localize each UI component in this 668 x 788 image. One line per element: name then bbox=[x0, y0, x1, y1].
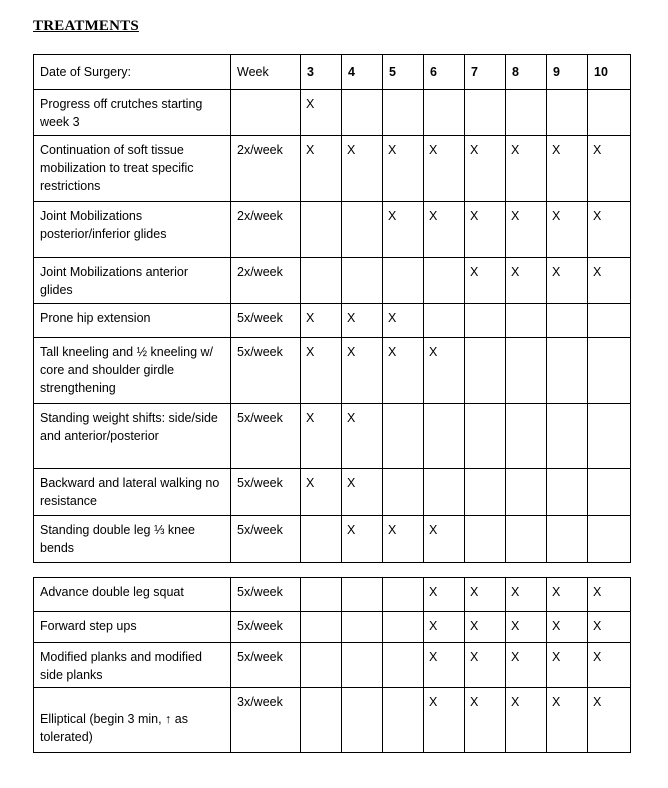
week-mark: X bbox=[342, 404, 383, 469]
frequency: 5x/week bbox=[231, 643, 301, 688]
table-row bbox=[34, 136, 631, 202]
week-mark bbox=[342, 643, 383, 688]
week-mark bbox=[424, 90, 465, 136]
treatment-label: Tall kneeling and ½ kneeling w/ core and shoulder girdle strengthening bbox=[34, 338, 231, 404]
week-mark: X bbox=[588, 258, 631, 304]
week-mark: X bbox=[424, 516, 465, 563]
week-mark bbox=[383, 90, 424, 136]
week-mark: X bbox=[342, 469, 383, 516]
table-row bbox=[34, 612, 631, 643]
frequency: 5x/week bbox=[231, 338, 301, 404]
table-row bbox=[34, 202, 631, 258]
frequency: 2x/week bbox=[231, 202, 301, 258]
week-number-9: 9 bbox=[547, 55, 588, 90]
week-mark: X bbox=[301, 136, 342, 202]
week-mark: X bbox=[342, 338, 383, 404]
week-mark bbox=[424, 304, 465, 338]
week-mark bbox=[506, 516, 547, 563]
week-mark bbox=[301, 612, 342, 643]
week-mark: X bbox=[342, 516, 383, 563]
frequency: 5x/week bbox=[231, 469, 301, 516]
table-row bbox=[34, 404, 631, 469]
table-row bbox=[34, 643, 631, 688]
week-mark: X bbox=[547, 578, 588, 612]
week-mark: X bbox=[588, 643, 631, 688]
week-mark: X bbox=[506, 612, 547, 643]
header-row bbox=[34, 55, 631, 90]
treatment-label: Joint Mobilizations posterior/inferior glides bbox=[34, 202, 231, 258]
page-title: TREATMENTS bbox=[33, 18, 139, 34]
week-mark bbox=[301, 516, 342, 563]
week-mark bbox=[547, 90, 588, 136]
treatment-table-1 bbox=[33, 54, 631, 563]
treatment-label: Standing double leg ⅓ knee bends bbox=[34, 516, 231, 563]
week-mark bbox=[301, 202, 342, 258]
week-mark bbox=[383, 258, 424, 304]
week-mark: X bbox=[424, 338, 465, 404]
week-number-4: 4 bbox=[342, 55, 383, 90]
week-number-3: 3 bbox=[301, 55, 342, 90]
week-mark: X bbox=[383, 338, 424, 404]
week-mark: X bbox=[465, 202, 506, 258]
week-mark bbox=[383, 578, 424, 612]
week-mark: X bbox=[383, 136, 424, 202]
frequency bbox=[231, 90, 301, 136]
week-mark bbox=[588, 516, 631, 563]
week-mark: X bbox=[547, 202, 588, 258]
week-number-10: 10 bbox=[588, 55, 631, 90]
week-number-6: 6 bbox=[424, 55, 465, 90]
frequency: 2x/week bbox=[231, 136, 301, 202]
table-row bbox=[34, 469, 631, 516]
week-mark bbox=[301, 643, 342, 688]
week-mark bbox=[506, 338, 547, 404]
week-mark: X bbox=[547, 136, 588, 202]
week-mark bbox=[465, 304, 506, 338]
week-mark: X bbox=[424, 612, 465, 643]
treatment-label: Prone hip extension bbox=[34, 304, 231, 338]
week-mark bbox=[547, 404, 588, 469]
week-mark: X bbox=[506, 578, 547, 612]
week-mark bbox=[342, 258, 383, 304]
week-mark bbox=[506, 469, 547, 516]
week-mark bbox=[301, 258, 342, 304]
week-mark bbox=[342, 612, 383, 643]
week-mark: X bbox=[588, 136, 631, 202]
week-mark: X bbox=[547, 258, 588, 304]
table-row bbox=[34, 578, 631, 612]
frequency: 5x/week bbox=[231, 304, 301, 338]
week-mark: X bbox=[301, 469, 342, 516]
week-mark: X bbox=[301, 338, 342, 404]
week-number-7: 7 bbox=[465, 55, 506, 90]
header-week: Week bbox=[231, 55, 301, 90]
week-mark: X bbox=[588, 578, 631, 612]
week-mark bbox=[588, 404, 631, 469]
week-mark: X bbox=[506, 643, 547, 688]
week-mark bbox=[547, 469, 588, 516]
week-mark bbox=[506, 304, 547, 338]
week-mark bbox=[547, 516, 588, 563]
week-mark bbox=[424, 404, 465, 469]
week-mark bbox=[383, 612, 424, 643]
treatment-label: Standing weight shifts: side/side and anterior/posterior bbox=[34, 404, 231, 469]
week-mark bbox=[547, 338, 588, 404]
week-mark bbox=[342, 202, 383, 258]
week-mark: X bbox=[506, 258, 547, 304]
week-mark bbox=[588, 304, 631, 338]
week-mark: X bbox=[588, 612, 631, 643]
treatment-label: Modified planks and modified side planks bbox=[34, 643, 231, 688]
week-mark: X bbox=[383, 202, 424, 258]
week-mark: X bbox=[342, 136, 383, 202]
treatment-label: Elliptical (begin 3 min, ↑ as tolerated) bbox=[34, 688, 231, 753]
week-mark bbox=[342, 688, 383, 753]
week-mark: X bbox=[465, 578, 506, 612]
week-mark: X bbox=[424, 202, 465, 258]
week-mark: X bbox=[465, 643, 506, 688]
week-mark bbox=[383, 643, 424, 688]
week-mark: X bbox=[383, 516, 424, 563]
week-mark bbox=[383, 688, 424, 753]
frequency: 5x/week bbox=[231, 612, 301, 643]
treatment-label: Advance double leg squat bbox=[34, 578, 231, 612]
frequency: 3x/week bbox=[231, 688, 301, 753]
week-mark: X bbox=[506, 688, 547, 753]
treatment-label: Joint Mobilizations anterior glides bbox=[34, 258, 231, 304]
week-mark bbox=[465, 469, 506, 516]
week-mark bbox=[465, 516, 506, 563]
week-mark: X bbox=[588, 202, 631, 258]
week-mark bbox=[506, 404, 547, 469]
frequency: 5x/week bbox=[231, 404, 301, 469]
week-mark bbox=[588, 338, 631, 404]
week-mark bbox=[465, 338, 506, 404]
week-mark bbox=[301, 688, 342, 753]
week-mark bbox=[383, 404, 424, 469]
week-mark: X bbox=[588, 688, 631, 753]
week-mark bbox=[547, 304, 588, 338]
week-mark bbox=[588, 469, 631, 516]
header-label: Date of Surgery: bbox=[34, 55, 231, 90]
week-mark bbox=[342, 90, 383, 136]
week-mark: X bbox=[465, 258, 506, 304]
week-mark: X bbox=[547, 688, 588, 753]
week-mark bbox=[465, 404, 506, 469]
week-mark: X bbox=[424, 688, 465, 753]
week-mark: X bbox=[465, 688, 506, 753]
week-mark: X bbox=[424, 643, 465, 688]
treatment-label: Backward and lateral walking no resistance bbox=[34, 469, 231, 516]
week-mark: X bbox=[547, 612, 588, 643]
table-row bbox=[34, 258, 631, 304]
week-number-8: 8 bbox=[506, 55, 547, 90]
week-mark: X bbox=[301, 304, 342, 338]
frequency: 5x/week bbox=[231, 578, 301, 612]
week-mark bbox=[506, 90, 547, 136]
week-mark: X bbox=[424, 136, 465, 202]
table-row bbox=[34, 338, 631, 404]
week-mark bbox=[383, 469, 424, 516]
week-mark: X bbox=[465, 136, 506, 202]
week-mark bbox=[588, 90, 631, 136]
table-row bbox=[34, 688, 631, 753]
week-mark bbox=[465, 90, 506, 136]
week-mark: X bbox=[383, 304, 424, 338]
week-mark bbox=[301, 578, 342, 612]
treatment-label: Progress off crutches starting week 3 bbox=[34, 90, 231, 136]
table-row bbox=[34, 304, 631, 338]
frequency: 2x/week bbox=[231, 258, 301, 304]
week-mark: X bbox=[465, 612, 506, 643]
frequency: 5x/week bbox=[231, 516, 301, 563]
week-mark bbox=[342, 578, 383, 612]
treatment-label: Continuation of soft tissue mobilization to treat specific restrictions bbox=[34, 136, 231, 202]
week-mark: X bbox=[506, 202, 547, 258]
table-row bbox=[34, 90, 631, 136]
week-mark: X bbox=[506, 136, 547, 202]
week-mark: X bbox=[424, 578, 465, 612]
week-mark: X bbox=[301, 404, 342, 469]
week-number-5: 5 bbox=[383, 55, 424, 90]
week-mark bbox=[424, 469, 465, 516]
treatment-label: Forward step ups bbox=[34, 612, 231, 643]
week-mark: X bbox=[342, 304, 383, 338]
table-row bbox=[34, 516, 631, 563]
week-mark: X bbox=[301, 90, 342, 136]
week-mark: X bbox=[547, 643, 588, 688]
treatment-table-2 bbox=[33, 577, 631, 753]
week-mark bbox=[424, 258, 465, 304]
